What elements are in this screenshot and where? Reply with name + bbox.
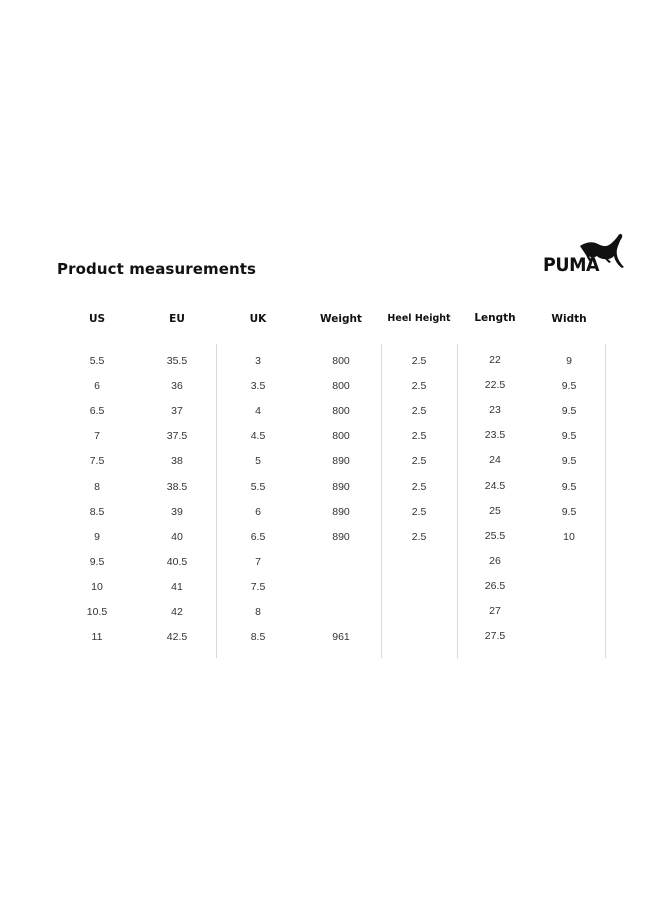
column-header-heel: Heel Height (387, 313, 451, 324)
cell-weight: 961 (332, 631, 350, 644)
cell-heel: 2.5 (411, 505, 427, 518)
cell-weight: 800 (332, 405, 350, 418)
cell-us: 8 (94, 480, 100, 493)
column-header-eu: EU (169, 313, 185, 325)
cell-length: 25 (489, 504, 501, 517)
cell-eu: 42 (171, 606, 183, 618)
cell-width: 9.5 (561, 405, 577, 418)
cell-us: 11 (91, 631, 103, 644)
cell-eu: 38.5 (166, 480, 188, 493)
cell-uk: 4.5 (250, 430, 266, 443)
cell-us: 6.5 (89, 405, 105, 418)
column-divider (216, 344, 217, 658)
cell-length: 23 (489, 404, 501, 417)
cell-heel: 2.5 (411, 380, 427, 393)
cell-heel: 2.5 (411, 480, 427, 493)
cell-length: 27 (489, 605, 501, 617)
cell-length: 24 (489, 454, 501, 467)
page-title: Product measurements (57, 260, 257, 278)
cell-uk: 5 (255, 455, 261, 468)
cell-uk: 8.5 (250, 631, 266, 644)
cell-us: 10 (91, 580, 103, 593)
cell-uk: 8 (255, 606, 261, 618)
cell-eu: 40.5 (166, 555, 188, 568)
cell-uk: 7.5 (250, 580, 266, 593)
cell-heel: 2.5 (411, 430, 427, 443)
cell-uk: 4 (255, 405, 261, 418)
cell-us: 10.5 (86, 606, 108, 618)
cell-eu: 37 (171, 405, 183, 418)
cell-eu: 38 (171, 455, 183, 468)
cell-width: 9.5 (561, 455, 577, 468)
cell-eu: 37.5 (166, 430, 188, 443)
cell-weight: 890 (332, 480, 350, 493)
cell-width: 10 (563, 530, 575, 543)
cell-length: 22 (489, 354, 501, 366)
cell-width: 9.5 (561, 480, 577, 493)
cell-heel: 2.5 (411, 405, 427, 418)
column-divider (605, 344, 606, 658)
cell-us: 9 (94, 530, 100, 543)
cell-us: 7.5 (89, 455, 105, 468)
cell-us: 6 (94, 380, 100, 393)
cell-weight: 800 (332, 380, 350, 393)
column-header-us: US (88, 313, 106, 325)
cell-eu: 42.5 (166, 631, 188, 644)
column-header-length: Length (474, 312, 516, 324)
column-header-uk: UK (249, 313, 267, 325)
cell-uk: 3 (255, 355, 261, 367)
cell-us: 7 (94, 430, 100, 443)
cell-eu: 41 (171, 580, 183, 593)
cell-length: 25.5 (484, 529, 506, 542)
cell-uk: 5.5 (250, 480, 266, 493)
column-divider (381, 344, 382, 658)
cell-eu: 35.5 (166, 355, 188, 367)
cell-width: 9.5 (561, 430, 577, 443)
puma-logo (540, 232, 626, 278)
cell-width: 9.5 (561, 505, 577, 518)
cell-length: 26.5 (484, 579, 506, 592)
cell-uk: 6.5 (250, 530, 266, 543)
cell-length: 22.5 (484, 379, 506, 392)
cell-heel: 2.5 (411, 455, 427, 468)
cell-width: 9 (566, 355, 572, 367)
cell-length: 23.5 (484, 429, 506, 442)
cell-eu: 36 (171, 380, 183, 393)
cell-length: 24.5 (484, 479, 506, 492)
column-header-width: Width (551, 313, 587, 325)
cell-us: 9.5 (89, 555, 105, 568)
cell-eu: 39 (171, 505, 183, 518)
cell-uk: 3.5 (250, 380, 266, 393)
column-header-weight: Weight (320, 313, 362, 325)
cell-width: 9.5 (561, 380, 577, 393)
puma-wordmark: PUMA (543, 254, 600, 276)
cell-weight: 890 (332, 455, 350, 468)
cell-length: 27.5 (484, 630, 506, 643)
cell-weight: 800 (332, 355, 350, 367)
cell-heel: 2.5 (411, 355, 427, 367)
cell-us: 8.5 (89, 505, 105, 518)
cell-length: 26 (489, 554, 501, 567)
cell-uk: 6 (255, 505, 261, 518)
cell-weight: 890 (332, 505, 350, 518)
cell-uk: 7 (255, 555, 261, 568)
column-divider (457, 344, 458, 658)
cell-weight: 800 (332, 430, 350, 443)
cell-weight: 890 (332, 530, 350, 543)
cell-heel: 2.5 (411, 530, 427, 543)
cell-us: 5.5 (89, 355, 105, 367)
cell-eu: 40 (171, 530, 183, 543)
